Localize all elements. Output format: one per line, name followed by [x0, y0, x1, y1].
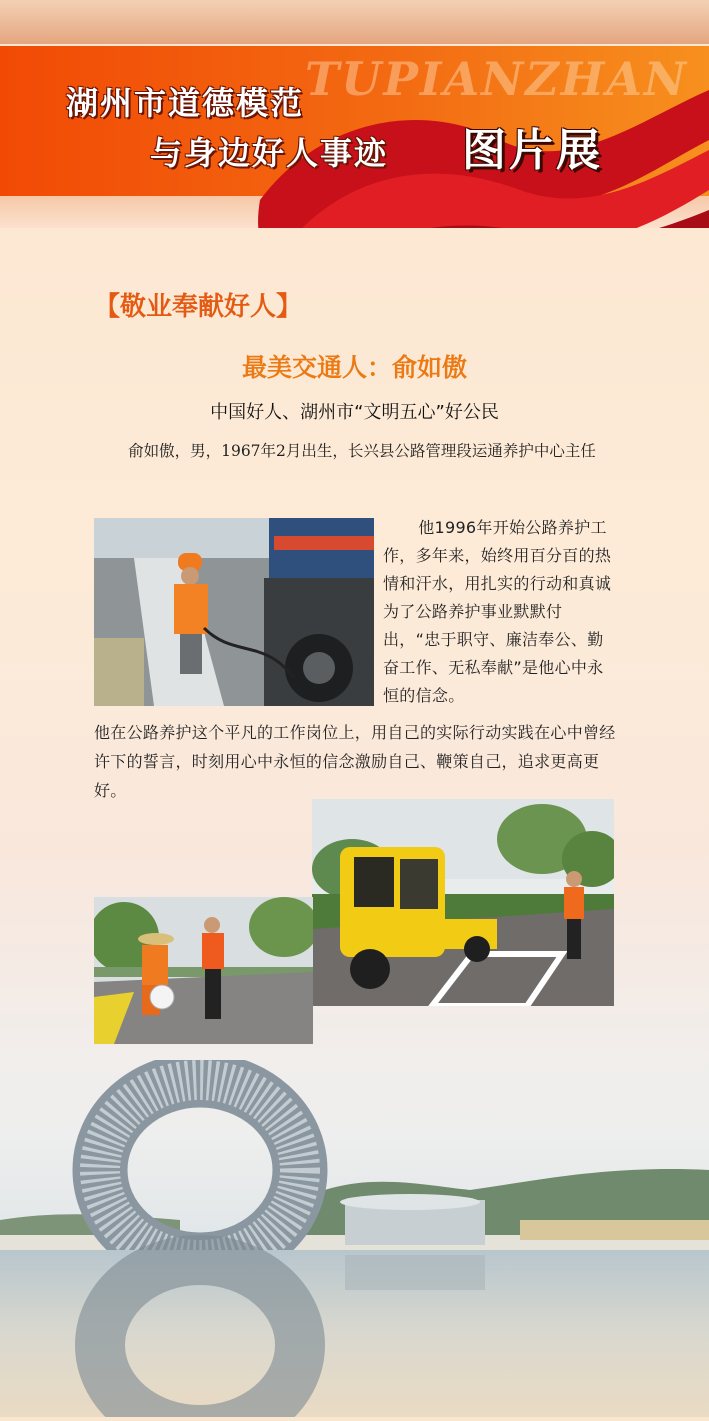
body-paragraph-full: 他在公路养护这个平凡的工作岗位上，用自己的实际行动实践在心中曾经许下的誓言，时刻用心中永恒的信念激励自己、鞭策自己，追求更高更好。 [94, 723, 616, 800]
banner-title-line2: 与身边好人事迹 [150, 134, 389, 172]
photo-yellow-road-vehicle [312, 799, 614, 1006]
landmark-ring-hotel-scene [0, 1060, 709, 1417]
banner-watermark: TUPIANZHAN [305, 52, 688, 106]
body-paragraph-right: 他1996年开始公路养护工作，多年来，始终用百分百的热情和汗水，用扎实的行动和真诚为了公路养护事业默默付出，“忠于职守、廉洁奉公、勤奋工作、无私奉献”是他心中永恒的信念。 [383, 518, 612, 705]
photo-worker-cleaning-drain [94, 897, 313, 1044]
person-title: 最美交通人：俞如傲 [241, 353, 467, 382]
banner-title-emphasis: 图片展 [462, 125, 603, 176]
intro-paragraph: 俞如傲，男，1967年2月出生，长兴县公路管理段运通养护中心主任 [128, 442, 596, 460]
section-heading: 【敬业奉献好人】 [94, 292, 303, 322]
photo-worker-washing-road [94, 518, 374, 706]
header-banner [0, 0, 709, 228]
honors-line: 中国好人、湖州市“文明五心”好公民 [210, 402, 499, 423]
banner-top-strip [0, 0, 709, 44]
banner-title-line1: 湖州市道德模范 [66, 84, 305, 122]
